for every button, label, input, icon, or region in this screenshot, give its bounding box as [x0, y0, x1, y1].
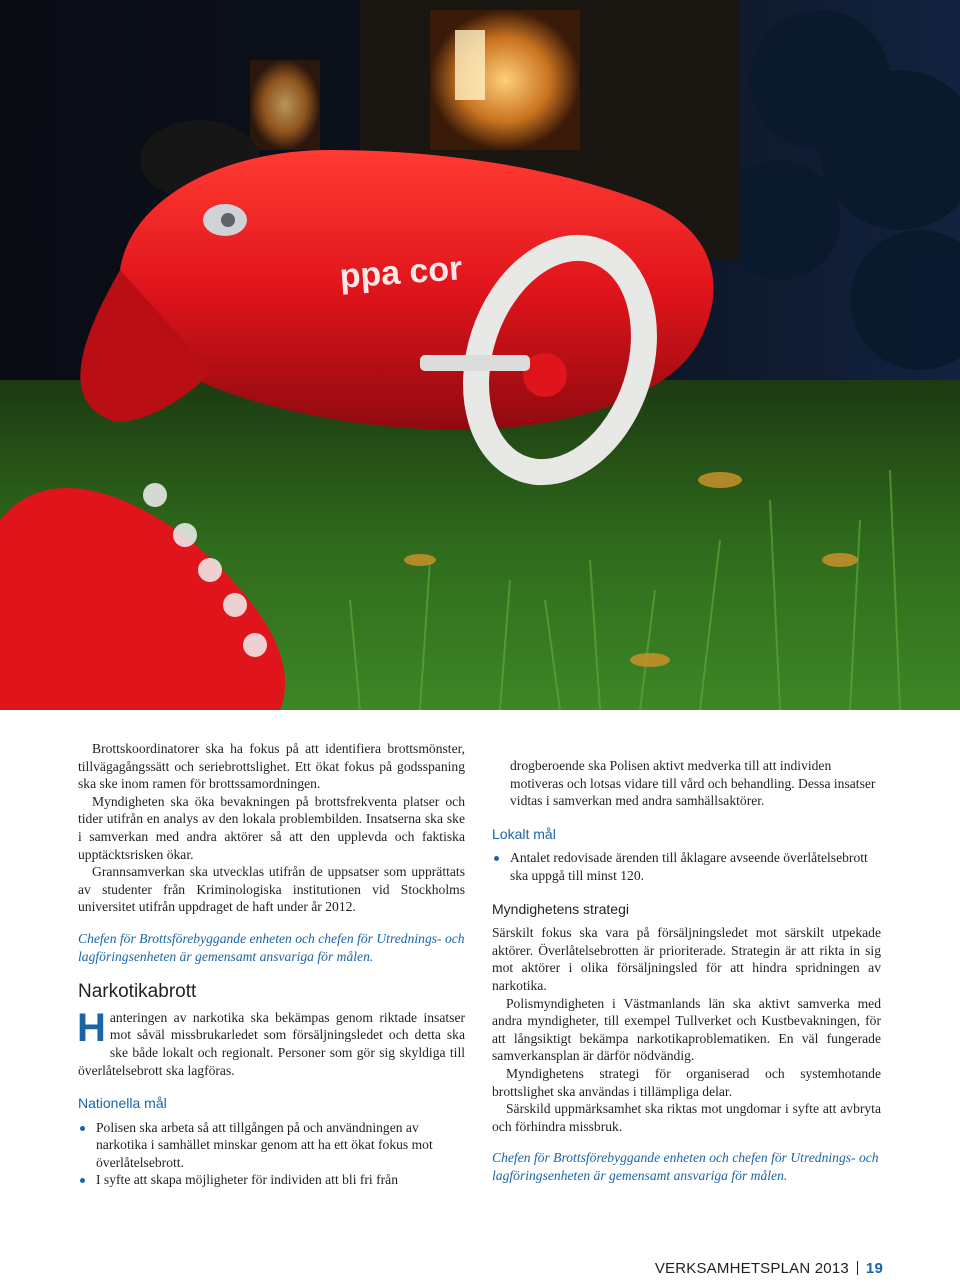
- list-item: I syfte att skapa möjligheter för individen att bli fri från: [78, 1171, 465, 1189]
- responsibility-note: Chefen för Brottsförebyggande enheten och chefen för Utrednings- och lagföringsenheten är gemensamt ansvariga för målen.: [78, 930, 465, 964]
- lokalt-mal-list: [492, 849, 881, 884]
- paragraph-grannsamverkan: Grannsamverkan ska utvecklas utifrån de uppsatser som upprättats av studenter från Kriminologiska institutionen vid Stockholms universitet utifrån uppdraget de haft under år 2012.: [78, 864, 465, 915]
- right-column: [492, 757, 881, 1184]
- paragraph-narkotika: anteringen av narkotika ska bekämpas genom riktade insatser mot såväl missbrukarledet som försäljningsledet och detta ska ske både lokalt och regionalt. Personer som gör sig skyldiga till överlåtelsebrott ska lagföras.: [78, 1009, 465, 1078]
- dropcap-letter: H: [77, 1005, 106, 1050]
- paragraph-bevakning: Myndigheten ska öka bevakningen på brottsfrekventa platser och tider utifrån en analys av den lokala problembilden. Insatserna ska ske i samverkan med andra aktörer så att den upplevda och faktiska upptäcktsrisken ökar.: [78, 793, 465, 862]
- paragraph-strategi-2: Polismyndigheten i Västmanlands län ska aktivt samverka med andra myndigheter, till exempel Tullverket och Kustbevakningen, för att långsiktigt bekämpa narkotikaproblematiken. En väl fungerade samverkansplan är därför nödvändig.: [492, 995, 881, 1064]
- responsibility-note: Chefen för Brottsförebyggande enheten och chefen för Utrednings- och lagföringsenheten är gemensamt ansvariga för målen.: [492, 1150, 879, 1183]
- left-column: [78, 740, 465, 1189]
- footer-divider: [857, 1261, 858, 1275]
- page-number: 19: [865, 1260, 883, 1277]
- heading-lokalt-mal: Lokalt mål: [492, 825, 556, 842]
- list-item: Polisen ska arbeta så att tillgången på och användningen av narkotika i samhället minskar genom att ha ett ökat fokus mot överlåtelsebrott.: [78, 1119, 465, 1172]
- svg-text:ppa cor: ppa cor: [338, 249, 464, 296]
- heading-myndighetens-strategi: Myndighetens strategi: [492, 900, 629, 917]
- heading-narkotikabrott: Narkotikabrott: [78, 981, 197, 1003]
- paragraph-strategi-4: Särskild uppmärksamhet ska riktas mot ungdomar i syfte att avbryta och förhindra missbruk.: [492, 1101, 881, 1134]
- nationella-mal-list: [78, 1119, 465, 1189]
- heading-nationella-mal: Nationella mål: [78, 1095, 167, 1112]
- paragraph-brottskoordinatorer: Brottskoordinatorer ska ha fokus på att identifiera brottsmönster, tillvägagångssätt och seriebrottslighet. Ett ökat fokus på godsspaning ska ske inom ramen för brottssamordningen.: [78, 741, 465, 792]
- footer-title: VERKSAMHETSPLAN 2013: [654, 1260, 849, 1277]
- list-item: Antalet redovisade ärenden till åklagare avseende överlåtelsebrott ska uppgå till minst 120.: [492, 849, 881, 884]
- page-footer: [655, 1260, 883, 1277]
- narkotika-intro: [77, 1005, 465, 1079]
- paragraph-strategi-1: Särskilt fokus ska vara på försäljningsledet mot särskilt utpekade aktörer. Överlåtelsebrotten är prioriterade. Strategin är att rikta in sig mot aktörer i olika försäljningsled för att hindra spridningen av narkotika.: [492, 925, 881, 993]
- paragraph-continuation: drogberoende ska Polisen aktivt medverka till att individen motiveras och lotsas vidare till vård och behandling. Dessa insatser vidtas i samverkan med andra samhällsaktörer.: [510, 758, 876, 809]
- paragraph-strategi-3: Myndighetens strategi för organiserad och systemhotande brottslighet ska användas i tillämpliga delar.: [492, 1065, 881, 1099]
